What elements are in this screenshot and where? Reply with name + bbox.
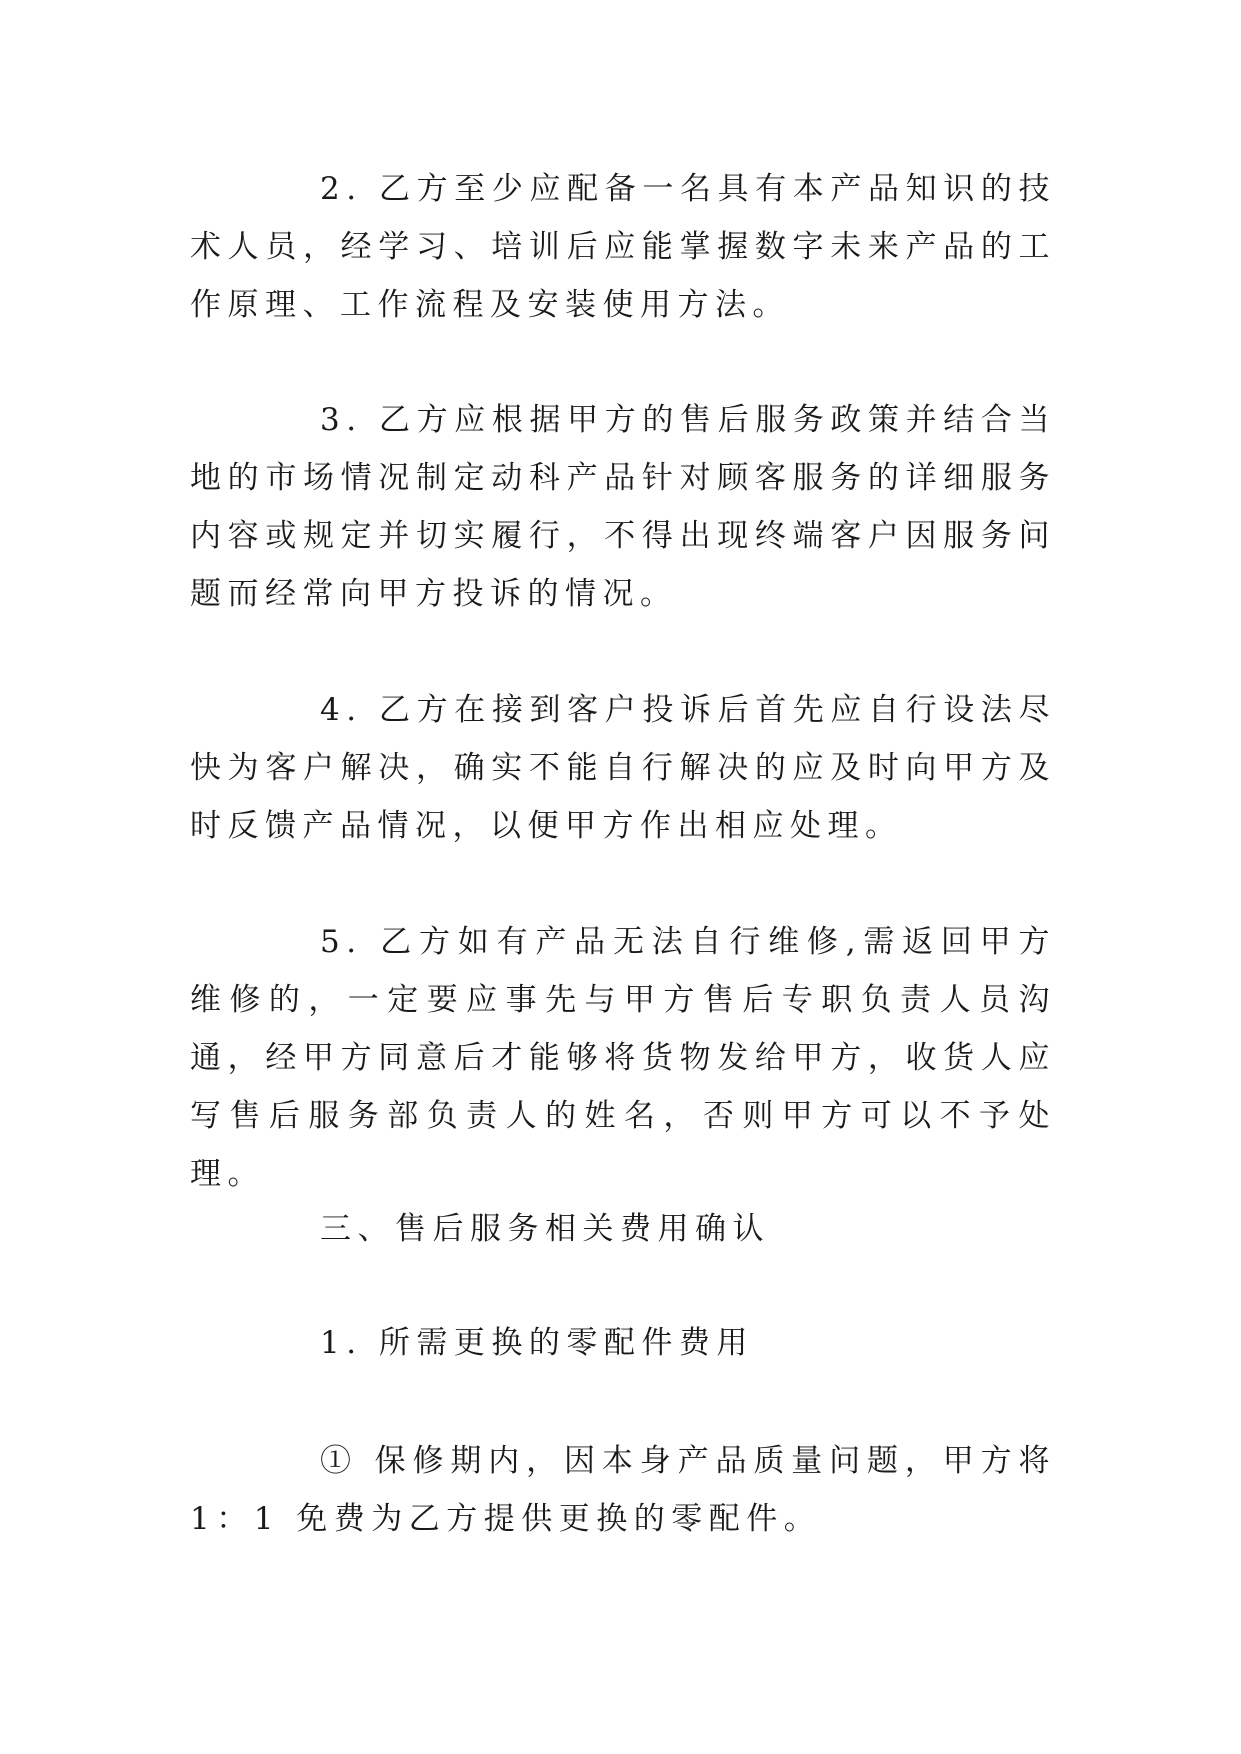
section-3-item-1-clause-a: ① 保修期内，因本身产品质量问题，甲方将 1：1 免费为乙方提供更换的零配件。 [190, 1443, 1056, 1537]
section-heading-3: 三、售后服务相关费用确认 [320, 1211, 770, 1247]
paragraph-item-4: 4. 乙方在接到客户投诉后首先应自行设法尽快为客户解决，确实不能自行解决的应及时向甲方及时反馈产品情况，以便甲方作出相应处理。 [190, 692, 1056, 844]
section-3-item-1: 1. 所需更换的零配件费用 [320, 1325, 754, 1361]
paragraph-item-3: 3. 乙方应根据甲方的售后服务政策并结合当地的市场情况制定动科产品针对顾客服务的详细服务内容或规定并切实履行，不得出现终端客户因服务问题而经常向甲方投诉的情况。 [190, 402, 1056, 612]
paragraph-item-5: 5. 乙方如有产品无法自行维修,需返回甲方维修的，一定要应事先与甲方售后专职负责人员沟通，经甲方同意后才能够将货物发给甲方，收货人应写售后服务部负责人的姓名，否则甲方可以不予处理。 [190, 924, 1056, 1192]
paragraph-item-2: 2. 乙方至少应配备一名具有本产品知识的技术人员，经学习、培训后应能掌握数字未来产品的工作原理、工作流程及安装使用方法。 [190, 171, 1056, 323]
